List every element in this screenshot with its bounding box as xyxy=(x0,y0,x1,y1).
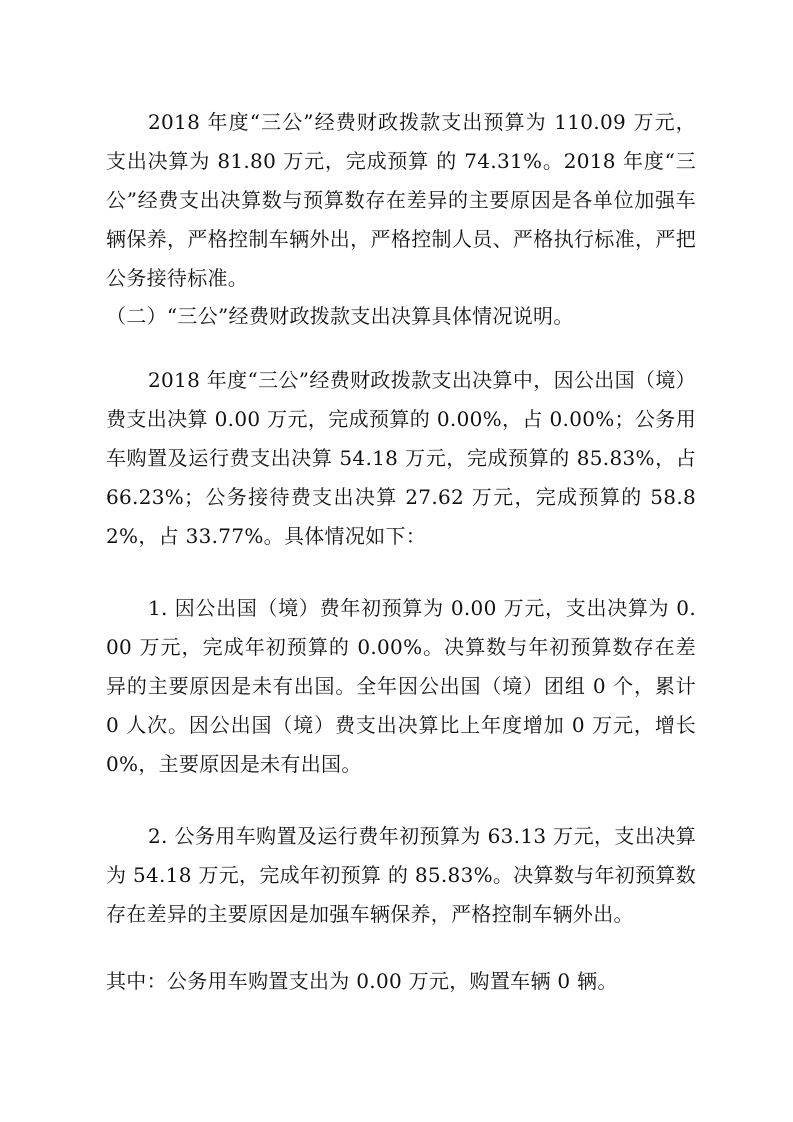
paragraph-spending-breakdown: 2018 年度“三公”经费财政拨款支出决算中，因公出国（境）费支出决算 0.00 万元，完成预算的 0.00%，占 0.00%；公务用车购置及运行费支出决算 54.18 万元，完成预算的 85.83%，占 66.23%；公务接待费支出决算 27.62 万元，完成预算的 58.82%，占 33.77%。具体情况如下： xyxy=(106,368,696,548)
paragraph-vehicle-costs: 2. 公务用车购置及运行费年初预算为 63.13 万元，支出决算为 54.18 万元，完成年初预算 的 85.83%。决算数与年初预算数存在差异的主要原因是加强车辆保养，严格控制车辆外出。 xyxy=(106,824,696,926)
paragraph-vehicle-purchase: 其中：公务用车购置支出为 0.00 万元，购置车辆 0 辆。 xyxy=(106,969,618,993)
paragraph-overseas-travel: 1. 因公出国（境）费年初预算为 0.00 万元，支出决算为 0.00 万元，完成年初预算的 0.00%。决算数与年初预算数存在差异的主要原因是未有出国。全年因公出国（境）团组 0 个，累计 0 人次。因公出国（境）费支出决算比上年度增加 0 万元，增长 0%，主要原因是未有出国。 xyxy=(106,596,696,776)
section-heading-two: （二）“三公”经费财政拨款支出决算具体情况说明。 xyxy=(106,304,574,328)
paragraph-budget-summary: 2018 年度“三公”经费财政拨款支出预算为 110.09 万元，支出决算为 81.80 万元，完成预算 的 74.31%。2018 年度“三公”经费支出决算数与预算数存在差异的主要原因是各单位加强车辆保养，严格控制车辆外出，严格控制人员、严格执行标准，严把公务接待标准。 xyxy=(106,110,696,290)
